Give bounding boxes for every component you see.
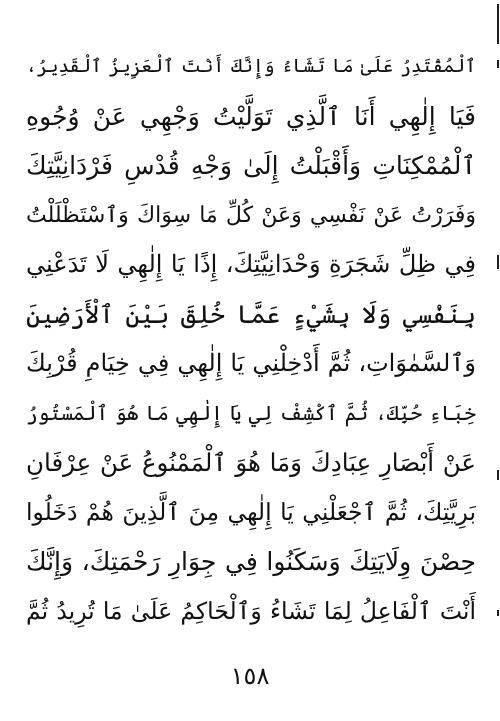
text-line-2: فَيَا إِلٰهِي أَنَا ٱلَّذِي تَوَلَّيْتُ وَجْهِي عَنْ وُجُوهِ bbox=[26, 101, 476, 131]
text-line-11: حِصْنَ وِلَايَتِكَ وَسَكَنُوا فِي جِوَارِ رَحْمَتِكَ، وَإِنَّكَ bbox=[26, 547, 476, 576]
scan-edge-mark bbox=[497, 610, 499, 616]
text-line-3: ٱلْمُمْكِنَاتِ وَأَقْبَلْتُ إِلَىٰ وَجْهِ قُدْسِ فَرْدَانِيَّتِكَ bbox=[26, 151, 476, 180]
text-line-12: أَنْتَ ٱلْفَاعِلُ لِمَا تَشَاءُ وَٱلْحَاكِمُ عَلَىٰ مَا تُرِيدُ ثُمَّ bbox=[26, 596, 476, 625]
text-line-9: عَنْ أَبْصَارِ عِبَادِكَ وَمَا هُوَ ٱلْمَمْنُوعُ عَنْ عِرْفَانِ bbox=[26, 448, 476, 477]
scan-edge-mark bbox=[497, 470, 499, 480]
text-line-8: خِبَاءِ حُبِّكَ، ثُمَّ ٱكْشِفْ لِي يَا إِلٰهِي مَا هُوَ ٱلْمَسْتُورُ bbox=[26, 400, 476, 425]
text-line-4: وَفَرَرْتُ عَنْ نَفْسِي وَعَنْ كُلِّ مَا سِوَاكَ وَٱسْتَظْلَلْتُ bbox=[26, 202, 476, 228]
scan-edge-mark bbox=[497, 4, 499, 44]
text-line-7: وَٱلسَّمٰوَاتِ، ثُمَّ أَدْخِلْنِي يَا إِلٰهِي فِي خِيَامِ قُرْبِكَ bbox=[26, 349, 476, 377]
text-line-6: بِنَفْسِي وَلَا بِشَيْءٍ عَمَّا خُلِقَ بَيْنَ ٱلْأَرَضِينَ bbox=[26, 299, 476, 329]
text-line-1: ٱلْمُقْتَدِرُ عَلَىٰ مَا تَشَاءُ وَإِنَّكَ أَنْتَ ٱلْعَزِيزُ ٱلْقَدِيرُ، bbox=[26, 56, 476, 77]
prayer-text-block bbox=[26, 42, 476, 636]
page-number: ١٥٨ bbox=[230, 662, 270, 690]
scan-edge-marks bbox=[494, 0, 500, 721]
scan-edge-mark bbox=[497, 60, 499, 68]
scan-edge-mark bbox=[497, 255, 499, 269]
text-line-10: بَرِيَّتِكَ، ثُمَّ ٱجْعَلْنِي يَا إِلٰهِي مِنَ ٱلَّذِينَ هُمْ دَخَلُوا bbox=[26, 497, 476, 526]
text-line-5: فِي ظِلِّ شَجَرَةِ وَحْدَانِيَّتِكَ، إِذًا يَا إِلٰهِي لَا تَدَعْنِي bbox=[26, 250, 476, 278]
